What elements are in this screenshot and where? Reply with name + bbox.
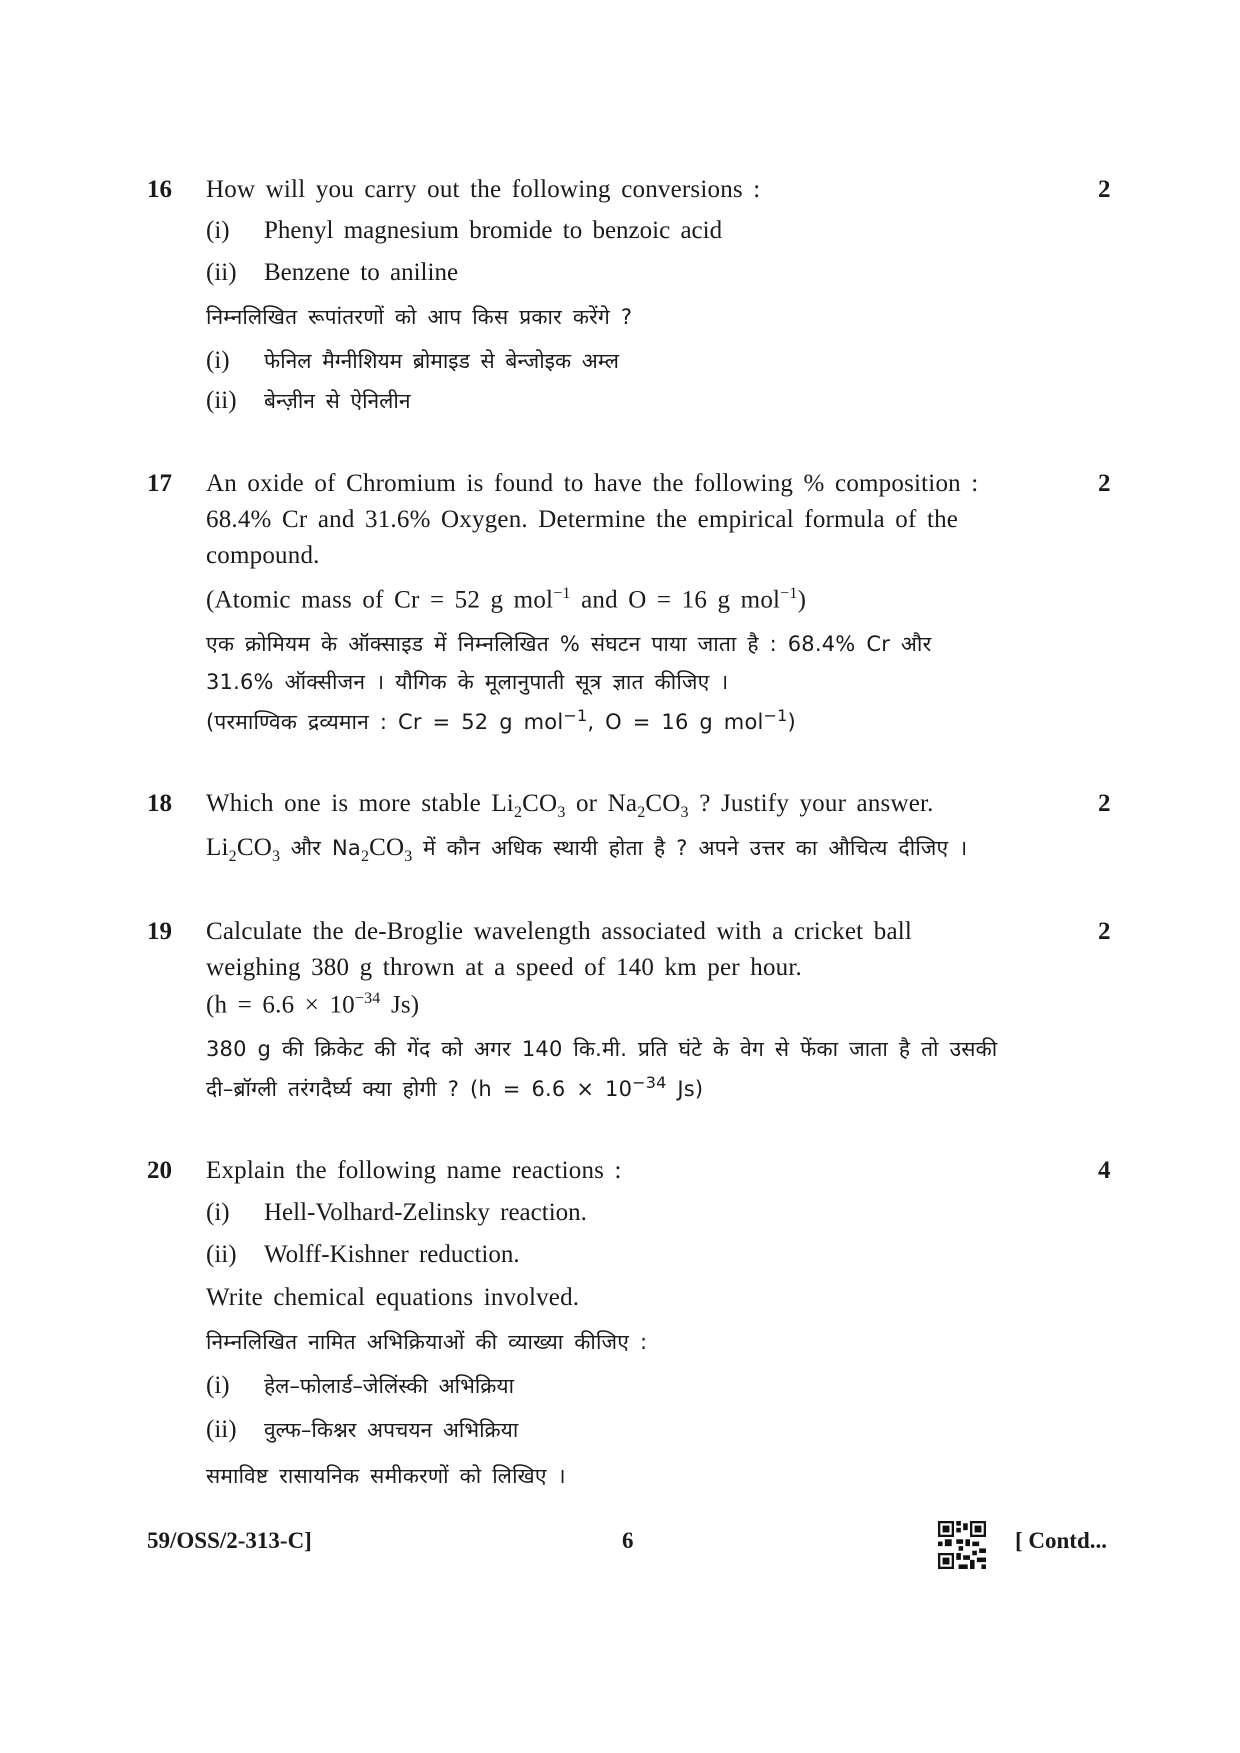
- question-number: 18: [147, 790, 172, 817]
- question-number: 17: [147, 470, 172, 497]
- question-text-en: How will you carry out the following conversions :: [206, 176, 761, 203]
- question-number: 20: [147, 1157, 172, 1184]
- question-text-en: weighing 380 g thrown at a speed of 140 km per hour.: [206, 954, 802, 981]
- sub-item: (i) फेनिल मैग्नीशियम ब्रोमाइड से बेन्जोइक अम्ल: [206, 347, 619, 374]
- sub-item: (ii) Wolff-Kishner reduction.: [206, 1241, 520, 1268]
- question-text-en: Calculate the de-Broglie wavelength associated with a cricket ball: [206, 918, 913, 945]
- question-note-hi: समाविष्ट रासायनिक समीकरणों को लिखिए ।: [206, 1464, 566, 1488]
- sub-item: (i) Hell-Volhard-Zelinsky reaction.: [206, 1199, 587, 1226]
- question-text-hi: $Li_2CO_3$ और $Na_2CO_3$ में कौन अधिक स्थायी होता है ? अपने उत्तर का औचित्य दीजिए ।: [206, 834, 968, 865]
- question-text-hi: एक क्रोमियम के ऑक्साइड में निम्नलिखित % संघटन पाया जाता है : 68.4% Cr और: [206, 632, 932, 656]
- sub-item: (ii) वुल्फ–किश्नर अपचयन अभिक्रिया: [206, 1416, 519, 1443]
- sub-item: (ii) Benzene to aniline: [206, 259, 459, 286]
- question-marks: 2: [1098, 790, 1111, 817]
- sub-item: (i) Phenyl magnesium bromide to benzoic acid: [206, 217, 723, 244]
- question-marks: 4: [1098, 1157, 1111, 1184]
- sub-item: (ii) बेन्ज़ीन से ऐनिलीन: [206, 387, 411, 414]
- question-number: 16: [147, 176, 172, 203]
- question-text-en: 68.4% Cr and 31.6% Oxygen. Determine the empirical formula of the: [206, 506, 959, 533]
- question-text-hi: निम्नलिखित नामित अभिक्रियाओं की व्याख्या कीजिए :: [206, 1330, 648, 1354]
- question-marks: 2: [1098, 918, 1111, 945]
- question-text-en: Explain the following name reactions :: [206, 1157, 622, 1184]
- question-text-en: Which one is more stable $Li_2CO_3$ or $Na_2CO_3$ ? Justify your answer.: [206, 790, 934, 821]
- qr-code-icon: [938, 1521, 986, 1569]
- question-marks: 2: [1098, 470, 1111, 497]
- page-number: 6: [622, 1528, 634, 1553]
- atomic-mass-en: (Atomic mass of Cr = 52 g mol$^{-1}$ and O = 16 g mol$^{-1}$): [206, 585, 807, 614]
- atomic-mass-hi: (परमाण्विक द्रव्यमान : Cr = 52 g mol$^{-1}$, O = 16 g mol$^{-1}$): [206, 706, 796, 734]
- question-text-hi: 380 g की क्रिकेट की गेंद को अगर 140 कि.मी. प्रति घंटे के वेग से फेंका जाता है तो उसकी: [206, 1037, 998, 1061]
- sub-item: (i) हेल–फोलार्ड–जेलिंस्की अभिक्रिया: [206, 1372, 515, 1399]
- continued-label: [ Contd...: [1015, 1528, 1108, 1553]
- paper-code: 59/OSS/2-313-C]: [147, 1528, 312, 1553]
- question-text-hi: दी–ब्रॉग्ली तरंगदैर्घ्य क्या होगी ? ($h = 6.6 \times 10^{-34}$ Js): [206, 1073, 704, 1101]
- question-text-en: An oxide of Chromium is found to have the following % composition :: [206, 470, 979, 497]
- question-text-hi: निम्नलिखित रूपांतरणों को आप किस प्रकार करेंगे ?: [206, 305, 633, 329]
- planck-constant-en: ($h = 6.6 \times 10^{-34}$ Js): [206, 990, 420, 1019]
- question-note-en: Write chemical equations involved.: [206, 1284, 580, 1311]
- question-text-en: compound.: [206, 542, 320, 569]
- question-number: 19: [147, 918, 172, 945]
- question-text-hi: 31.6% ऑक्सीजन । यौगिक के मूलानुपाती सूत्र ज्ञात कीजिए ।: [206, 670, 729, 694]
- question-marks: 2: [1098, 176, 1111, 203]
